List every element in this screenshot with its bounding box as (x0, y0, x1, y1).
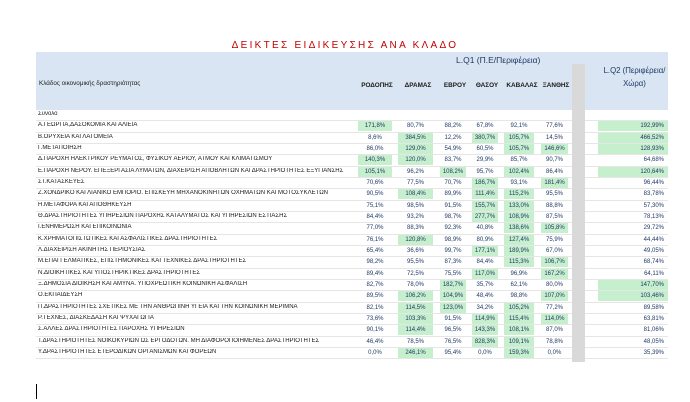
lq1-cell: 103,3% (398, 314, 433, 324)
lq1-cell: 108,4% (398, 189, 433, 199)
lq1-cell: 96,2% (406, 168, 424, 175)
lq1-cell: 159,3% (504, 348, 534, 358)
lq2-cell: 89,58% (643, 304, 664, 311)
row-label: Γ.ΜΕΤΑΠΟΙΗΣΗ (38, 144, 82, 151)
lq1-cell: 84,4% (476, 259, 494, 266)
lq1-cell: 105,7% (504, 133, 534, 143)
lq1-cell: 72,5% (406, 270, 424, 277)
lq2-cell: 120,64% (598, 167, 668, 177)
text-cursor (36, 384, 37, 399)
lq1-cell: 86,4% (545, 168, 563, 175)
specialization-table (36, 52, 668, 359)
lq1-cell: 246,1% (398, 348, 433, 358)
lq1-cell: 102,4% (504, 167, 534, 177)
lq1-cell: 70,7% (444, 179, 462, 186)
lq1-cell: 90,5% (366, 191, 384, 198)
lq1-cell: 106,2% (398, 291, 433, 301)
lq1-cell: 109,1% (504, 337, 534, 347)
lq1-cell: 75,1% (366, 202, 384, 209)
lq1-cell: 96,5% (444, 327, 462, 334)
lq1-cell (440, 110, 466, 120)
lq1-cell: 95,5% (545, 191, 563, 198)
lq1-cell: 277,7% (472, 212, 498, 222)
lq2-cell: 147,70% (598, 280, 668, 290)
lq1-cell: 82,1% (366, 304, 384, 311)
lq1-cell (541, 110, 568, 120)
lq1-cell: 146,6% (541, 144, 568, 154)
row-label: Β.ΟΡΥΧΕΙΑ ΚΑΙ ΛΑΤΟΜΕΙΑ (38, 133, 113, 140)
lq1-cell: 155,7% (472, 201, 498, 211)
lq2-cell: 64,11% (644, 270, 664, 277)
lq2-cell: 96,44% (643, 179, 664, 186)
lq1-cell (472, 110, 498, 120)
lq1-cell: 80,9% (476, 236, 494, 243)
lq1-cell: 93,2% (406, 213, 424, 220)
lq1-cell (504, 110, 534, 120)
lq1-cell: 77,2% (545, 304, 563, 311)
lq1-cell: 140,3% (358, 155, 392, 165)
lq1-cell: 99,7% (444, 247, 462, 254)
row-label: Π.ΔΡΑΣΤΗΡΙΟΤΗΤΕΣ ΣΧΕΤΙΚΕΣ ΜΕ ΤΗΝ ΑΝΘΡΩΠΙΝΗ ΥΓΕΙΑ ΚΑΙ ΤΗΝ ΚΟΙΝΩΝΙΚΗ ΜΕΡΙΜΝΑ (38, 303, 298, 310)
lq1-cell: 181,4% (541, 178, 568, 188)
lq1-cell: 828,3% (472, 337, 498, 347)
lq2-cell: 63,81% (643, 315, 664, 322)
lq1-cell: 115,2% (504, 189, 534, 199)
row-label: Μ.ΕΠΑΓΓΕΛΜΑΤΙΚΕΣ, ΕΠΙΣΤΗΜΟΝΙΚΕΣ ΚΑΙ ΤΕΧΝΙΚΕΣ ΔΡΑΣΤΗΡΙΟΤΗΤΕΣ (38, 258, 247, 265)
branch-column-header: Κλάδος οικονομικής δραστηριότητας (39, 80, 141, 87)
row-label: Η.ΜΕΤΑΦΟΡΑ ΚΑΙ ΑΠΟΘΗΚΕΥΣΗ (38, 201, 132, 208)
lq1-cell: 76,5% (444, 338, 462, 345)
lq1-cell: 8,6% (368, 134, 382, 141)
lq1-cell: 91,5% (444, 315, 462, 322)
lq1-cell: 91,5% (444, 202, 462, 209)
lq1-cell: 75,5% (444, 270, 462, 277)
lq1-cell: 111,4% (472, 189, 498, 199)
lq2-cell: 49,05% (643, 247, 664, 254)
lq2-cell: 57,30% (643, 202, 664, 209)
lq1-cell: 83,7% (444, 157, 462, 164)
row-label: Ζ.ΧΟΝΔΡΙΚΟ ΚΑΙ ΛΙΑΝΙΚΟ ΕΜΠΟΡΙΟ. ΕΠΙΣΚΕΥΗ ΜΗΧΑΝΟΚΙΝΗΤΩΝ ΟΧΗΜΑΤΩΝ ΚΑΙ ΜΟΤΟΣΥΚΛΕΤΩΝ (38, 190, 329, 197)
lq2-cell: 103,46% (598, 291, 668, 301)
lq1-cell: 98,8% (510, 293, 528, 300)
lq1-cell (358, 110, 392, 120)
lq1-cell: 76,1% (366, 236, 384, 243)
lq2-cell: 29,72% (643, 225, 664, 232)
lq1-cell: 114,9% (472, 314, 498, 324)
lq1-cell: 34,2% (476, 304, 494, 311)
q2-header: L.Q2 (Περιφέρεια/Χώρα) (603, 66, 666, 88)
lq1-cell: 384,5% (398, 133, 433, 143)
lq1-cell: 114,0% (541, 314, 568, 324)
column-separator (572, 64, 585, 362)
row-label: ΣΤ.ΚΑΤΑΣΚΕΥΕΣ (38, 178, 85, 185)
lq1-cell: 54,9% (444, 145, 462, 152)
lq1-cell: 117,0% (472, 269, 498, 279)
lq1-cell: 129,0% (398, 144, 433, 154)
lq1-cell: 85,7% (510, 157, 528, 164)
lq1-cell: 105,2% (504, 303, 534, 313)
lq1-cell: 114,5% (398, 303, 433, 313)
lq1-cell: 98,7% (444, 213, 462, 220)
lq1-cell: 88,3% (406, 225, 424, 232)
lq1-cell: 95,4% (444, 349, 462, 356)
lq2-cell: 128,93% (598, 144, 668, 154)
lq1-cell: 167,2% (541, 269, 568, 279)
lq2-cell: 44,44% (643, 236, 664, 243)
lq2-cell: 68,74% (643, 259, 664, 266)
lq1-cell: 77,5% (406, 179, 424, 186)
lq1-cell: 80,7% (406, 123, 424, 130)
lq1-cell: 89,4% (366, 270, 384, 277)
lq1-cell: 86,0% (366, 145, 384, 152)
col-header-evrou: ΕΒΡΟΥ (443, 82, 467, 89)
lq1-cell: 84,4% (366, 213, 384, 220)
col-header-rodopis: ΡΟΔΟΠΗΣ (361, 82, 393, 89)
row-label: Τ.ΔΡΑΣΤΗΡΙΟΤΗΤΕΣ ΝΟΙΚΟΚΥΡΙΩΝ ΩΣ ΕΡΓΟΔΟΤΩΝ. ΜΗ ΔΙΑΦΟΡΟΠΟΙΗΜΕΝΕΣ ΔΡΑΣΤΗΡΙΟΤΗΤΕΣ (38, 337, 320, 344)
lq1-cell: 108,9% (504, 212, 534, 222)
lq1-cell: 171,8% (358, 121, 392, 131)
row-label: Ν.ΔΙΟΙΚΗΤΙΚΕΣ ΚΑΙ ΥΠΟΣΤΗΡΙΚΤΙΚΕΣ ΔΡΑΣΤΗΡΙΟΤΗΤΕΣ (38, 269, 201, 276)
lq1-cell: 35,7% (476, 281, 494, 288)
lq2-cell: 81,06% (643, 327, 664, 334)
lq1-cell: 87,5% (545, 213, 563, 220)
lq1-cell: 93,1% (510, 179, 528, 186)
lq1-cell: 115,3% (504, 257, 534, 267)
lq1-cell: 133,0% (504, 201, 534, 211)
lq1-cell (398, 110, 433, 120)
lq1-cell: 12,2% (444, 134, 462, 141)
lq2-cell: 192,99% (598, 121, 668, 131)
page-title: ΔΕΙΚΤΕΣ ΕΙΔΙΚΕΥΣΗΣ ΑΝΑ ΚΛΑΔΟ (231, 40, 459, 51)
lq1-cell: 78,0% (406, 281, 424, 288)
lq2-cell: 466,52% (598, 133, 668, 143)
col-header-kavalas: ΚΑΒΑΛΑΣ (506, 82, 538, 89)
lq1-cell: 92,3% (444, 225, 462, 232)
row-label: Δ.ΠΑΡΟΧΗ ΗΛΕΚΤΡΙΚΟΥ ΡΕΥΜΑΤΟΣ, ΦΥΣΙΚΟΥ ΑΕΡΙΟΥ, ΑΤΜΟΥ ΚΑΙ ΚΛΙΜΑΤΙΣΜΟΥ (38, 156, 273, 163)
lq1-cell: 120,0% (398, 155, 433, 165)
lq1-cell: 123,0% (440, 303, 466, 313)
lq1-cell: 78,5% (406, 338, 424, 345)
col-header-xanthis: ΞΑΝΘΗΣ (542, 82, 570, 89)
row-label: Ρ.ΤΕΧΝΕΣ, ΔΙΑΣΚΕΔΑΣΗ ΚΑΙ ΨΥΧΑΓΩΓΙΑ (38, 314, 154, 321)
lq1-cell: 114,4% (398, 325, 433, 335)
lq1-cell: 73,6% (366, 315, 384, 322)
q1-header: L.Q1 (Π.Ε/Περιφέρεια) (456, 55, 541, 65)
lq1-cell: 36,6% (406, 247, 424, 254)
lq2-cell: 64,68% (643, 157, 664, 164)
lq1-cell: 90,1% (366, 327, 384, 334)
lq1-cell: 75,9% (545, 236, 563, 243)
lq1-cell: 88,2% (444, 123, 462, 130)
row-label: Λ.ΔΙΑΧΕΙΡΙΣΗ ΑΚΙΝΗΤΗΣ ΠΕΡΙΟΥΣΙΑΣ (38, 246, 146, 253)
lq1-cell: 82,7% (366, 281, 384, 288)
lq1-cell: 105,8% (541, 223, 568, 233)
lq1-cell: 138,6% (504, 223, 534, 233)
lq2-cell (598, 110, 668, 120)
lq1-cell: 127,4% (504, 235, 534, 245)
lq1-cell: 96,9% (510, 270, 528, 277)
col-header-dramas: ΔΡΑΜΑΣ (404, 82, 432, 89)
row-label: Υ.ΔΡΑΣΤΗΡΙΟΤΗΤΕΣ ΕΤΕΡΟΔΙΚΩΝ ΟΡΓΑΝΙΣΜΩΝ ΚΑΙ ΦΟΡΕΩΝ (38, 348, 217, 355)
lq1-cell: 67,8% (476, 123, 494, 130)
lq1-cell: 29,9% (476, 157, 494, 164)
lq1-cell: 90,7% (545, 157, 563, 164)
lq1-cell: 189,9% (504, 246, 534, 256)
lq1-cell: 92,1% (510, 123, 528, 130)
col-header-thasou: ΘΑΣΟΥ (475, 82, 499, 89)
lq1-cell: 0,0% (478, 349, 492, 356)
lq2-cell: 35,39% (643, 349, 664, 356)
lq1-cell: 0,0% (547, 349, 562, 356)
lq1-cell: 48,4% (476, 293, 494, 300)
lq1-cell: 62,1% (510, 281, 528, 288)
lq1-cell: 107,0% (541, 291, 568, 301)
lq1-cell: 88,8% (545, 202, 563, 209)
lq2-cell: 48,05% (643, 338, 664, 345)
lq1-cell: 98,5% (406, 202, 424, 209)
lq1-cell: 108,1% (504, 325, 534, 335)
lq1-cell: 115,4% (504, 314, 534, 324)
lq1-cell: 14,5% (545, 134, 563, 141)
lq1-cell: 67,0% (545, 247, 563, 254)
lq1-cell: 186,7% (472, 178, 498, 188)
lq2-cell: 78,13% (643, 213, 664, 220)
lq1-cell: 98,2% (366, 259, 384, 266)
row-label: Σύνολο (38, 111, 58, 117)
row-label: Ι.ΕΝΗΜΕΡΩΣΗ ΚΑΙ ΕΠΙΚΟΙΝΩΝΙΑ (38, 224, 132, 231)
row-label: Α.ΓΕΩΡΓΙΑ,ΔΑΣΟΚΟΜΙΑ ΚΑΙ ΑΛΙΕΙΑ (38, 122, 138, 129)
lq1-cell: 98,9% (444, 236, 462, 243)
row-label: Σ.ΑΛΛΕΣ ΔΡΑΣΤΗΡΙΟΤΗΤΕΣ ΠΑΡΟΧΗΣ ΥΠΗΡΕΣΙΩΝ (38, 326, 185, 333)
lq1-cell: 120,8% (398, 235, 433, 245)
lq1-cell: 70,6% (366, 179, 384, 186)
lq1-cell: 78,8% (545, 338, 563, 345)
lq1-cell: 77,6% (545, 123, 563, 130)
lq1-cell: 108,2% (440, 167, 466, 177)
lq1-cell: 106,7% (541, 257, 568, 267)
lq1-cell: 89,9% (444, 191, 462, 198)
lq1-cell: 89,5% (366, 293, 384, 300)
lq1-cell: 105,7% (504, 144, 534, 154)
lq1-cell: 182,7% (440, 280, 466, 290)
lq1-cell: 46,4% (366, 338, 384, 345)
row-label: Ξ.ΔΗΜΟΣΙΑ ΔΙΟΙΚΗΣΗ ΚΑΙ ΑΜΥΝΑ. ΥΠΟΧΡΕΩΤΙΚΗ ΚΟΙΝΩΝΙΚΗ ΑΣΦΑΛΙΣΗ (38, 280, 248, 287)
lq1-cell: 0,0% (368, 349, 382, 356)
row-label: Ε.ΠΑΡΟΧΗ ΝΕΡΟΥ. ΕΠΕΞΕΡΓΑΣΙΑ ΛΥΜΑΤΩΝ, ΔΙΑΧΕΙΡΙΣΗ ΑΠΟΒΛΗΤΩΝ ΚΑΙ ΔΡΑΣΤΗΡΙΟΤΗΤΕΣ ΕΞΥΓΙΑΝΣΗΣ (38, 167, 344, 174)
row-label: Κ.ΧΡΗΜΑΤΟΠΙΣΤΩΤΙΚΕΣ ΚΑΙ ΑΣΦΑΛΙΣΤΙΚΕΣ ΔΡΑΣΤΗΡΙΟΤΗΤΕΣ (38, 235, 218, 242)
lq1-cell: 65,4% (366, 247, 384, 254)
row-label: Θ.ΔΡΑΣΤΗΡΙΟΤΗΤΕΣ ΥΠΗΡΕΣΙΩΝ ΠΑΡΟΧΗΣ ΚΑΤΑΛΥΜΑΤΟΣ ΚΑΙ ΥΠΗΡΕΣΙΩΝ ΕΣΤΙΑΣΗΣ (38, 212, 288, 219)
lq2-cell: 83,78% (643, 191, 664, 198)
lq1-cell: 80,0% (545, 281, 563, 288)
lq1-cell: 87,0% (545, 327, 563, 334)
lq1-cell: 95,7% (476, 168, 494, 175)
lq1-cell: 143,3% (472, 325, 498, 335)
lq1-cell: 87,3% (444, 259, 462, 266)
lq1-cell: 77,0% (366, 225, 384, 232)
lq1-cell: 95,5% (406, 259, 424, 266)
row-label: Ο.ΕΚΠΑΙΔΕΥΣΗ (38, 292, 83, 299)
lq1-cell: 177,1% (472, 246, 498, 256)
lq1-cell: 60,5% (476, 145, 494, 152)
lq1-cell: 105,1% (358, 167, 392, 177)
lq1-cell: 40,8% (476, 225, 494, 232)
lq1-cell: 104,9% (440, 291, 466, 301)
lq1-cell: 380,7% (472, 133, 498, 143)
